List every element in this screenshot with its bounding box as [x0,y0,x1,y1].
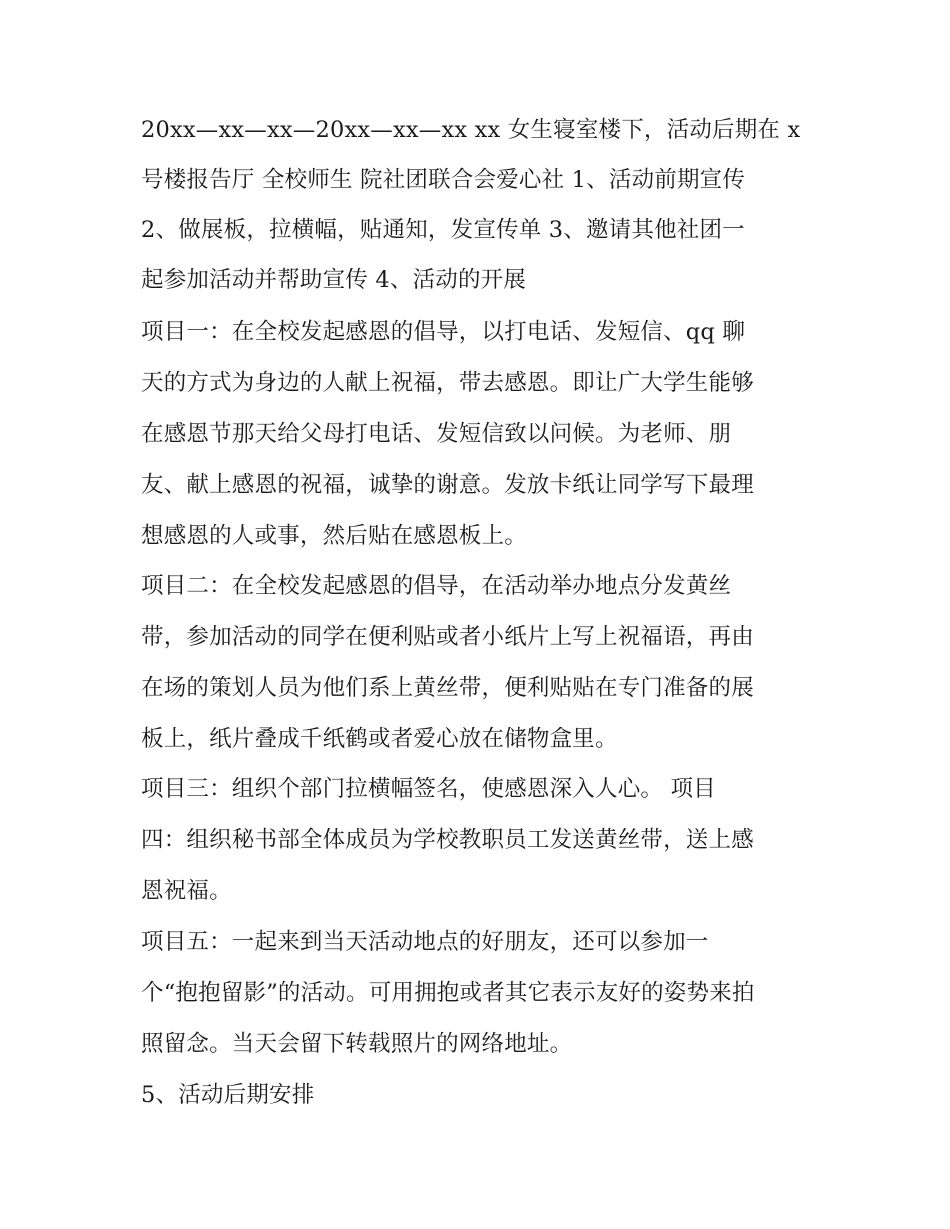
text-line: 在场的策划人员为他们系上黄丝带，便利贴贴在专门准备的展 [141,675,754,701]
text-line: 项目一：在全校发起感恩的倡导，以打电话、发短信、qq 聊 [141,319,746,345]
text-line: 2、做展板，拉横幅，贴通知，发宣传单 3、邀请其他社团一 [141,217,745,243]
text-line: 友、献上感恩的祝福，诚挚的谢意。发放卡纸让同学写下最理 [141,472,754,498]
text-line: 恩祝福。 [141,878,232,904]
text-line: 起参加活动并帮助宣传 4、活动的开展 [141,267,527,293]
text-line: 项目三：组织个部门拉横幅签名，使感恩深入人心。 项目 [141,776,716,802]
text-line: 5、活动后期安排 [141,1082,315,1108]
text-line: 天的方式为身边的人献上祝福，带去感恩。即让广大学生能够 [141,370,754,396]
text-line: 板上，纸片叠成千纸鹤或者爱心放在储物盒里。 [141,726,618,752]
text-line: 在感恩节那天给父母打电话、发短信致以问候。为老师、朋 [141,421,732,447]
text-line: 个“抱抱留影”的活动。可用拥抱或者其它表示友好的姿势来拍 [141,980,755,1006]
text-line: 带，参加活动的同学在便利贴或者小纸片上写上祝福语，再由 [141,624,754,650]
text-line: 四：组织秘书部全体成员为学校教职员工发送黄丝带，送上感 [141,827,754,853]
text-line: 想感恩的人或事，然后贴在感恩板上。 [141,523,527,549]
text-line: 号楼报告厅 全校师生 院社团联合会爱心社 1、活动前期宣传 [141,167,746,193]
text-line: 20xx—xx—xx—20xx—xx—xx xx 女生寝室楼下，活动后期在 x [141,117,801,143]
text-line: 项目二：在全校发起感恩的倡导，在活动举办地点分发黄丝 [141,573,732,599]
text-line: 照留念。当天会留下转载照片的网络地址。 [141,1031,573,1057]
text-line: 项目五：一起来到当天活动地点的好朋友，还可以参加一 [141,929,709,955]
